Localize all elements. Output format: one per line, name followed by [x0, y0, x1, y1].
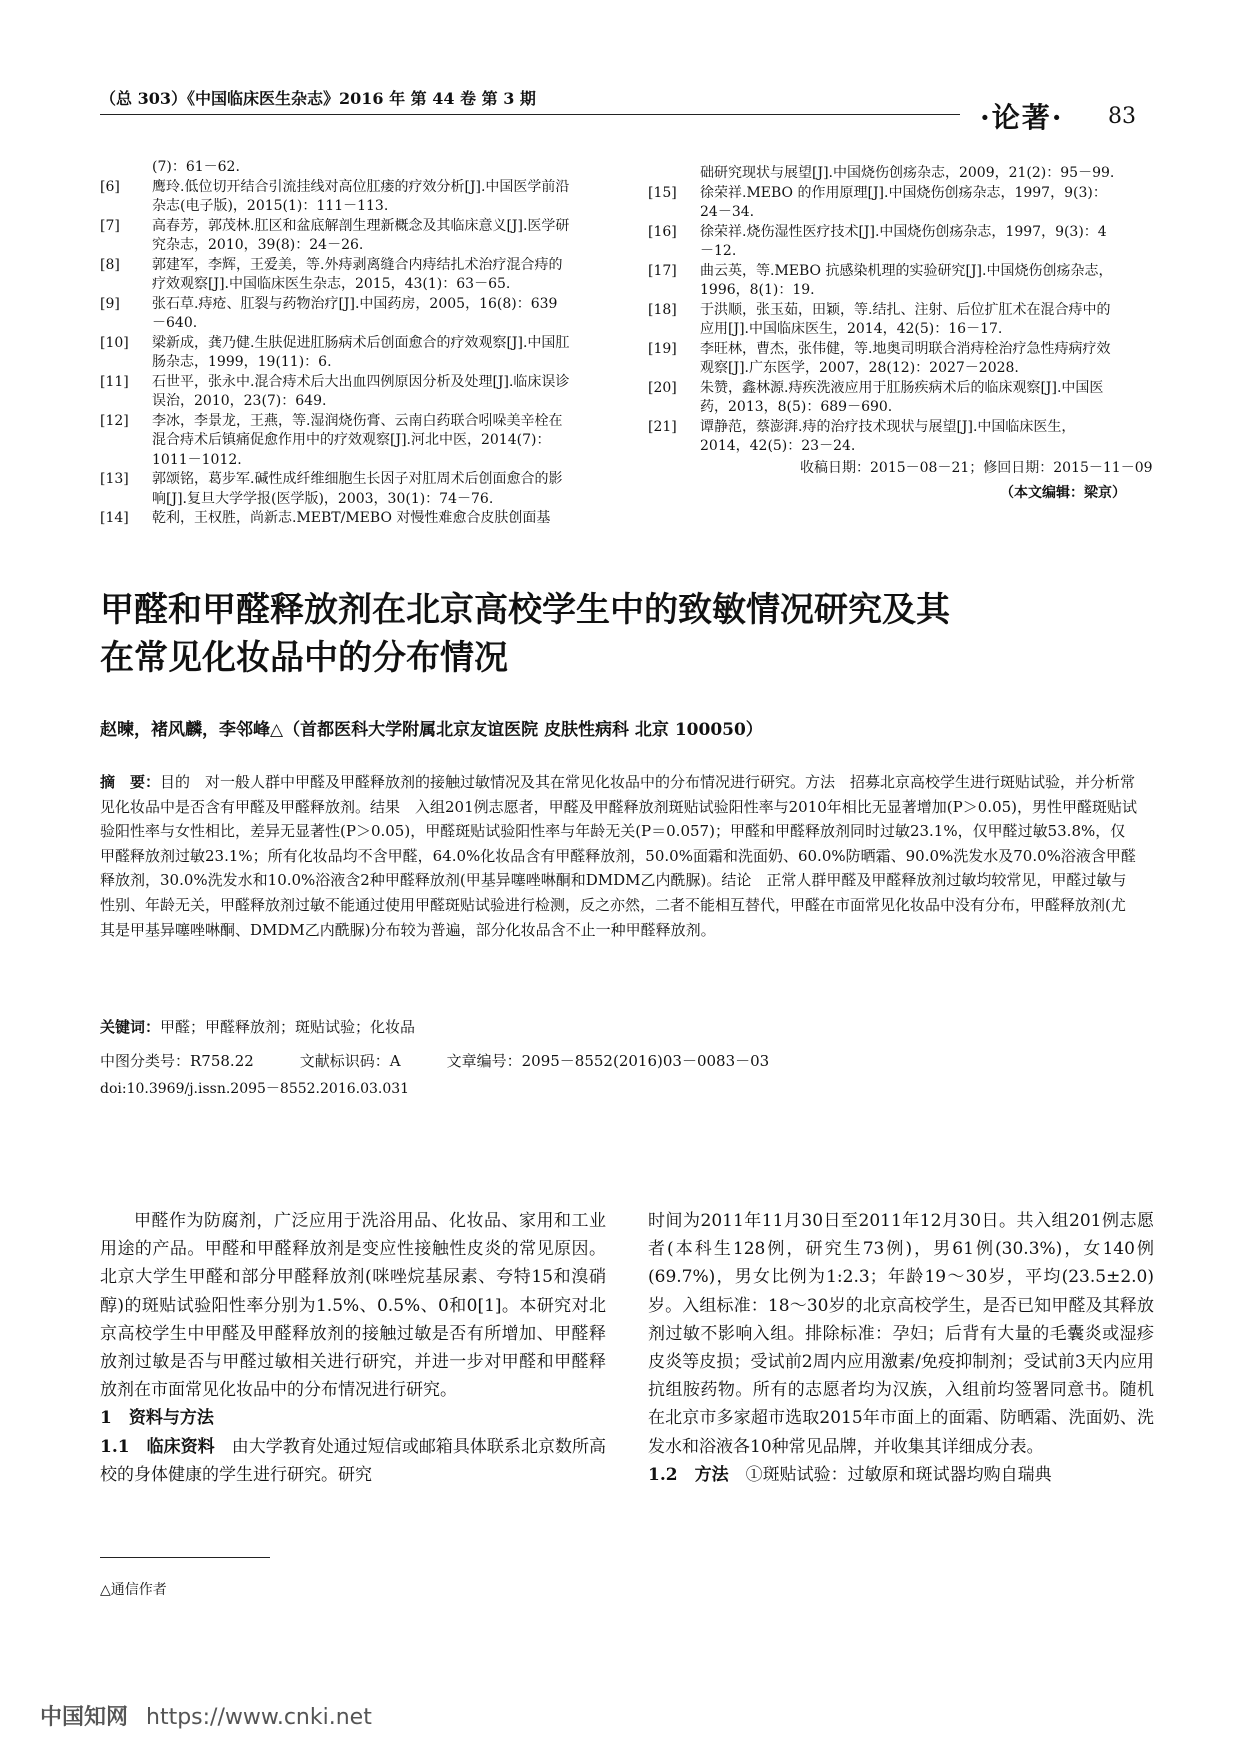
reference-number: [18]	[648, 301, 677, 318]
body-left-column	[100, 1207, 606, 1489]
reference-text: 础研究现状与展望[J].中国烧伤创疡杂志，2009，21(2)：95－99.	[700, 165, 1115, 181]
received-dates: 收稿日期：2015－08－21；修回日期：2015－11－09	[800, 460, 1153, 476]
reference-item	[648, 340, 1118, 379]
reference-text: 郭建军，李辉，王爱美，等.外痔剥离缝合内痔结扎术治疗混合痔的疗效观察[J].中国临床医生杂志，2015，43(1)：63－65.	[152, 256, 563, 292]
reference-number: [15]	[648, 184, 677, 201]
reference-number: [19]	[648, 340, 677, 357]
reference-text: 张石草.痔疮、肛裂与药物治疗[J].中国药房，2005，16(8)：639－640.	[152, 295, 558, 331]
reference-item	[100, 178, 570, 217]
abstract-label: 摘 要：	[100, 773, 161, 791]
article-number: 文章编号：2095－8552(2016)03－0083－03	[446, 1052, 770, 1070]
reference-item	[648, 184, 1118, 223]
reference-text: 石世平，张永中.混合痔术后大出血四例原因分析及处理[J].临床误诊误治，2010，23(7)：649.	[152, 373, 570, 409]
reference-text: 李旺林，曹杰，张伟健，等.地奥司明联合消痔栓治疗急性痔病疗效观察[J].广东医学，2007，28(12)：2027－2028.	[700, 340, 1111, 376]
reference-item	[100, 295, 570, 334]
doi: doi:10.3969/j.issn.2095－8552.2016.03.031	[100, 1081, 410, 1097]
reference-item	[648, 262, 1118, 301]
keywords-text: 甲醛；甲醛释放剂；斑贴试验；化妆品	[160, 1018, 416, 1036]
journal-header: （总 303）《中国临床医生杂志》2016 年 第 44 卷 第 3 期	[100, 89, 536, 108]
reference-number: [11]	[100, 373, 129, 390]
reference-text: 谭静范，蔡澎湃.痔的治疗技术现状与展望[J].中国临床医生，2014，42(5)：23－24.	[700, 418, 1076, 454]
clc-number: 中图分类号：R758.22	[100, 1052, 254, 1070]
reference-text: 徐荣祥.MEBO 的作用原理[J].中国烧伤创疡杂志，1997，9(3)：24－34.	[700, 184, 1107, 220]
reference-text: 朱赞，鑫林源.痔疾洗液应用于肛肠疾病术后的临床观察[J].中国医药，2013，8(5)：689－690.	[700, 379, 1104, 415]
reference-number: [7]	[100, 217, 120, 234]
reference-item	[100, 373, 570, 412]
reference-item	[100, 470, 570, 509]
subsection-1-2-text: ①斑贴试验：过敏原和斑试器均购自瑞典	[745, 1464, 1052, 1485]
references-left	[100, 158, 570, 529]
abstract	[100, 770, 1140, 942]
section-heading-1: 1 资料与方法	[100, 1408, 214, 1429]
subsection-1-1	[100, 1433, 606, 1489]
intro-paragraph: 甲醛作为防腐剂，广泛应用于洗浴用品、化妆品、家用和工业用途的产品。甲醛和甲醛释放剂是变应性接触性皮炎的常见原因。北京大学生甲醛和部分甲醛释放剂(咪唑烷基尿素、夸特15和溴硝醇)的斑贴试验阳性率分别为1.5%、0.5%、0和0[1]。本研究对北京高校学生中甲醛及甲醛释放剂的接触过敏是否有所增加、甲醛释放剂过敏是否与甲醛过敏相关进行研究，并进一步对甲醛和甲醛释放剂在市面常见化妆品中的分布情况进行研究。	[100, 1211, 606, 1401]
reference-number: [9]	[100, 295, 120, 312]
header-rule	[100, 114, 960, 115]
reference-item	[648, 223, 1118, 262]
reference-number: [13]	[100, 471, 129, 487]
reference-item	[100, 256, 570, 295]
reference-text: 徐荣祥.烧伤湿性医疗技术[J].中国烧伤创疡杂志，1997，9(3)：4－12.	[700, 223, 1107, 259]
reference-item	[648, 418, 1118, 457]
reference-number: [16]	[648, 223, 677, 240]
keywords	[100, 1016, 1140, 1037]
abstract-text: 目的 对一般人群中甲醛及甲醛释放剂的接触过敏情况及其在常见化妆品中的分布情况进行研究。方法 招募北京高校学生进行斑贴试验，并分析常见化妆品中是否含有甲醛及甲醛释放剂。结果 入组201例志愿者，甲醛及甲醛释放剂斑贴试验阳性率与2010年相比无显著增加(P＞0.05)，男性甲醛斑贴试验阳性率与女性相比，差异无显著性(P＞0.05)，甲醛斑贴试验阳性率与年龄无关(P＝0.057)；甲醛和甲醛释放剂同时过敏23.1%，仅甲醛过敏53.8%，仅甲醛释放剂过敏23.1%；所有化妆品均不含甲醛，64.0%化妆品含有甲醛释放剂，50.0%面霜和洗面奶、60.0%防晒霜、90.0%洗发水及70.0%浴液含甲醛释放剂，30.0%洗发水和10.0%浴液含2种甲醛释放剂(甲基异噻唑啉酮和DMDM乙内酰脲)。结论 正常人群甲醛及甲醛释放剂过敏均较常见，甲醛过敏与性别、年龄无关，甲醛释放剂过敏不能通过使用甲醛斑贴试验进行检测，反之亦然，二者不能相互替代，甲醛在市面常见化妆品中没有分布，甲醛释放剂(尤其是甲基异噻唑啉酮、DMDM乙内酰脲)分布较为普遍，部分化妆品含不止一种甲醛释放剂。	[100, 773, 1138, 939]
subsection-1-1-text: 由大学教育处通过短信或邮箱具体联系北京数所高校的身体健康的学生进行研究。研究	[100, 1436, 607, 1485]
reference-text: 鹰玲.低位切开结合引流挂线对高位肛瘘的疗效分析[J].中国医学前沿杂志(电子版)，2015(1)：111－113.	[152, 178, 570, 214]
reference-text: 梁新成，龚乃健.生肤促进肛肠病术后创面愈合的疗效观察[J].中国肛肠杂志，1999，19(11)：6.	[152, 334, 570, 370]
classification-line	[100, 1050, 1140, 1071]
reference-item	[100, 509, 570, 529]
reference-item	[100, 158, 570, 178]
body-right-column	[648, 1207, 1154, 1489]
methods-paragraph: 时间为2011年11月30日至2011年12月30日。共入组201例志愿者(本科生128例，研究生73例)，男61例(30.3%)，女140例(69.7%)，男女比例为1:2.3；年龄19～30岁，平均(23.5±2.0)岁。入组标准：18～30岁的北京高校学生，是否已知甲醛及其释放剂过敏不影响入组。排除标准：孕妇；后背有大量的毛囊炎或湿疹皮炎等皮损；受试前2周内应用激素/免疫抑制剂；受试前3天内应用抗组胺药物。所有的志愿者均为汉族，入组前均签署同意书。随机在北京市多家超市选取2015年市面上的面霜、防晒霜、洗面奶、洗发水和浴液各10种常见品牌，并收集其详细成分表。	[648, 1211, 1154, 1457]
keywords-label: 关键词：	[100, 1018, 161, 1036]
reference-number: [6]	[100, 178, 120, 195]
article-title: 甲醛和甲醛释放剂在北京高校学生中的致敏情况研究及其在常见化妆品中的分布情况	[100, 590, 950, 678]
reference-item	[100, 217, 570, 256]
editor-note: （本文编辑：梁京）	[1000, 485, 1126, 501]
reference-text: 高春芳，郭茂林.肛区和盆底解剖生理新概念及其临床意义[J].医学研究杂志，2010，39(8)：24－26.	[152, 217, 570, 253]
reference-text: 于洪顺，张玉茹，田颖，等.结扎、注射、后位扩肛术在混合痔中的应用[J].中国临床医生，2014，42(5)：16－17.	[700, 301, 1111, 337]
reference-number: [20]	[648, 379, 677, 396]
reference-number: [21]	[648, 418, 677, 435]
reference-item	[648, 164, 1118, 184]
cnki-watermark	[40, 1700, 372, 1731]
section-tag: ·论著·	[980, 101, 1064, 134]
footnote: △通信作者	[100, 1582, 167, 1598]
reference-text: 乾利，王权胜，尚新志.MEBT/MEBO 对慢性难愈合皮肤创面基	[152, 510, 551, 526]
subsection-1-2	[648, 1461, 1154, 1489]
cnki-url[interactable]: https://www.cnki.net	[146, 1705, 372, 1730]
reference-text: (7)：61－62.	[152, 159, 240, 175]
reference-text: 曲云英，等.MEBO 抗感染机理的实验研究[J].中国烧伤创疡杂志，1996，8(1)：19.	[700, 262, 1113, 298]
reference-number	[100, 158, 152, 178]
reference-text: 郭颂铭，葛步军.碱性成纤维细胞生长因子对肛周术后创面愈合的影响[J].复旦大学学报(医学版)，2003，30(1)：74－76.	[152, 471, 563, 507]
subsection-1-2-label: 1.2 方法	[648, 1464, 729, 1485]
reference-number: [10]	[100, 334, 129, 351]
reference-item	[100, 334, 570, 373]
reference-item	[648, 301, 1118, 340]
reference-number: [12]	[100, 412, 129, 429]
reference-number: [17]	[648, 262, 677, 279]
cnki-name: 中国知网	[40, 1705, 129, 1730]
subsection-1-1-label: 1.1 临床资料	[100, 1436, 215, 1457]
page-number: 83	[1108, 104, 1136, 129]
document-code: 文献标识码：A	[299, 1052, 401, 1070]
reference-item	[100, 412, 570, 471]
references-right	[648, 164, 1118, 457]
reference-number: [14]	[100, 510, 129, 526]
article-authors: 赵暕，褚风麟，李邻峰△（首都医科大学附属北京友谊医院 皮肤性病科 北京 100050）	[100, 720, 763, 740]
reference-text: 李冰，李景龙，王燕，等.湿润烧伤膏、云南白药联合吲哚美辛栓在混合痔术后镇痛促愈作用中的疗效观察[J].河北中医，2014(7)：1011－1012.	[152, 412, 563, 468]
reference-number: [8]	[100, 256, 120, 273]
footnote-rule	[100, 1557, 270, 1558]
reference-number	[648, 164, 700, 184]
reference-item	[648, 379, 1118, 418]
